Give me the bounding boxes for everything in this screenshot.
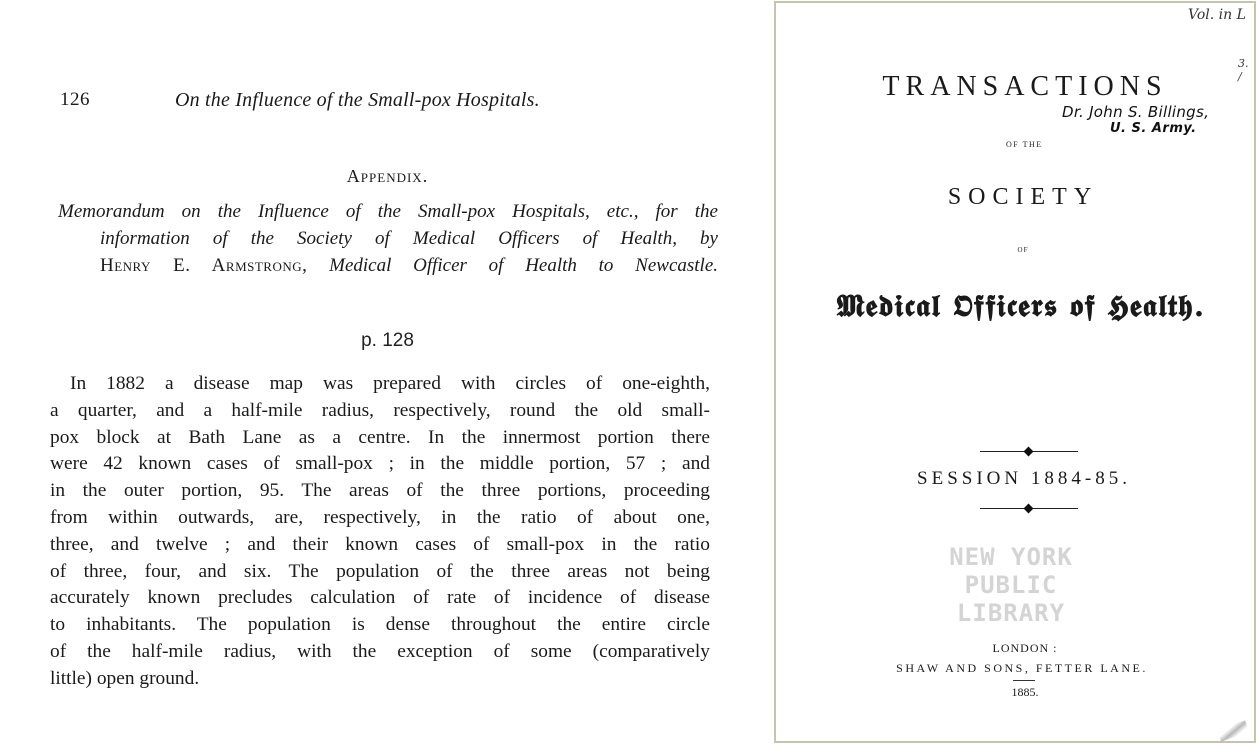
running-title: On the Influence of the Small-pox Hospitals. — [175, 89, 540, 111]
body-line: In 1882 a disease map was prepared with circles of one-eighth, — [70, 373, 710, 394]
running-head — [60, 89, 720, 115]
body-line: accurately known precludes calculation of rate of incidence of disease — [50, 587, 710, 609]
library-perforation-stamp — [936, 543, 1086, 627]
ownership-stamp — [1062, 103, 1209, 136]
imprint-year: 1885. — [1011, 685, 1039, 699]
session-label: SESSION 1884-85. — [917, 468, 1131, 489]
body-line: were 42 known cases of small-pox ; in the middle portion, 57 ; and — [50, 453, 710, 475]
library-stamp-line: NEW YORK — [949, 543, 1073, 571]
library-stamp-line: LIBRARY — [956, 599, 1066, 627]
body-line: from within outwards, are, respectively, in the ratio of about one, — [50, 506, 710, 528]
diamond-ornament-icon — [1024, 447, 1034, 457]
title-transactions: TRANSACTIONS — [882, 71, 1168, 102]
imprint-publisher: SHAW AND SONS, FETTER LANE. — [896, 661, 1148, 675]
title-page-scan — [774, 1, 1256, 743]
stamp-owner-affiliation: U. S. Army. — [1110, 121, 1197, 136]
memo-author: Henry E. Armstrong, — [100, 255, 308, 276]
memo-line-3 — [58, 252, 718, 279]
memo-line-2: information of the Society of Medical Officers of Health, by — [100, 228, 718, 249]
title-society: SOCIETY — [947, 184, 1099, 210]
body-line: little) open ground. — [50, 667, 200, 689]
body-line: of the half-mile radius, with the exception of some (comparatively — [50, 640, 710, 662]
memorandum-title — [58, 198, 718, 279]
body-line: of three, four, and six. The population of the three areas not being — [50, 560, 710, 582]
page-number: 126 — [60, 89, 90, 110]
ornamental-rule-top — [980, 448, 1078, 455]
title-of: OF — [1017, 246, 1029, 254]
memo-author-title: Medical Officer of Health to Newcastle. — [329, 255, 719, 276]
scan-smudge-mark — [1217, 720, 1249, 742]
body-line: a quarter, and a half-mile radius, respectively, round the old small- — [50, 399, 710, 421]
title-medical-officers: 𝕸𝖊𝖉𝖎𝖈𝖆𝖑 𝕺𝖋𝖋𝖎𝖈𝖊𝖗𝖘 𝖔𝖋 𝕳𝖊𝖆𝖑𝖙𝖍. — [836, 289, 1206, 324]
body-line: in the outer portion, 95. The areas of the three portions, proceeding — [50, 480, 710, 502]
stamp-owner-name: Dr. John S. Billings, — [1062, 103, 1210, 121]
appendix-heading: Appendix. — [346, 166, 429, 186]
body-paragraph — [50, 371, 710, 693]
library-stamp-line: PUBLIC — [964, 571, 1058, 599]
page-reference-label: p. 128 — [361, 330, 414, 351]
body-line: pox block at Bath Lane as a centre. In the innermost portion there — [50, 426, 710, 448]
ornamental-rule-bottom — [980, 505, 1078, 512]
memo-line-1: Memorandum on the Influence of the Small-pox Hospitals, etc., for the — [58, 201, 718, 222]
body-line: three, and twelve ; and their known cases of small-pox in the ratio — [50, 533, 710, 555]
handwritten-note: Vol. in L — [1188, 7, 1246, 23]
body-line: to inhabitants. The population is dense throughout the entire circle — [50, 614, 710, 636]
handwritten-number: 3. / — [1238, 57, 1249, 83]
diamond-ornament-icon — [1024, 504, 1034, 514]
title-of-the: OF THE — [1006, 140, 1043, 149]
imprint-rule — [1013, 680, 1035, 681]
imprint-city: LONDON : — [992, 641, 1058, 655]
